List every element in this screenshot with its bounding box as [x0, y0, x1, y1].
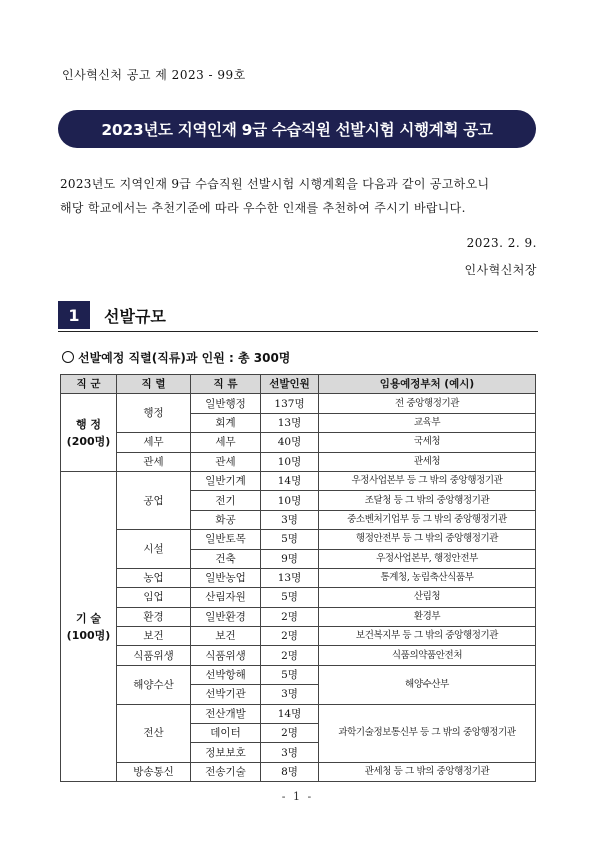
circle-bullet-icon — [62, 351, 74, 363]
subsection-title: 선발예정 직렬(직류)과 인원 : 총 300명 — [78, 351, 291, 365]
count-cell: 3명 — [261, 685, 319, 704]
table-header-row — [61, 375, 536, 394]
recruitment-table — [60, 374, 536, 782]
series-cell: 방송통신 — [117, 762, 191, 781]
count-cell: 9명 — [261, 549, 319, 568]
dept-cell: 통계청, 농림축산식품부 — [319, 568, 536, 587]
series-cell: 세무 — [117, 433, 191, 452]
dept-cell: 과학기술정보통신부 등 그 밖의 중앙행정기관 — [319, 704, 536, 762]
dept-cell: 교육부 — [319, 413, 536, 432]
dept-cell: 우정사업본부, 행정안전부 — [319, 549, 536, 568]
table-row — [61, 433, 536, 452]
table-row — [61, 762, 536, 781]
series-cell: 전산 — [117, 704, 191, 762]
document-title: 2023년도 지역인재 9급 수습직원 선발시험 시행계획 공고 — [101, 121, 493, 139]
col-header-group: 직 군 — [61, 375, 117, 394]
class-cell: 데이터 — [191, 724, 261, 743]
dept-cell: 관세청 — [319, 452, 536, 471]
series-cell: 관세 — [117, 452, 191, 471]
notice-date: 2023. 2. 9. — [466, 236, 537, 250]
class-cell: 산림자원 — [191, 588, 261, 607]
col-header-class: 직 류 — [191, 375, 261, 394]
series-cell: 환경 — [117, 607, 191, 626]
dept-cell: 산림청 — [319, 588, 536, 607]
count-cell: 2명 — [261, 607, 319, 626]
table-row — [61, 452, 536, 471]
table-row — [61, 704, 536, 723]
series-cell: 농업 — [117, 568, 191, 587]
count-cell: 5명 — [261, 588, 319, 607]
col-header-series: 직 렬 — [117, 375, 191, 394]
dept-cell: 행정안전부 등 그 밖의 중앙행정기관 — [319, 530, 536, 549]
subsection-heading — [62, 349, 290, 366]
issuing-authority: 인사혁신처장 — [464, 263, 537, 277]
class-cell: 전송기술 — [191, 762, 261, 781]
group-total: (200명) — [66, 434, 111, 448]
series-cell: 시설 — [117, 530, 191, 569]
table-row — [61, 471, 536, 490]
dept-cell: 전 중앙행정기관 — [319, 394, 536, 413]
count-cell: 8명 — [261, 762, 319, 781]
dept-cell: 중소벤처기업부 등 그 밖의 중앙행정기관 — [319, 510, 536, 529]
table-row — [61, 530, 536, 549]
section-title: 선발규모 — [104, 307, 166, 326]
section-header — [58, 301, 538, 332]
count-cell: 13명 — [261, 413, 319, 432]
dept-cell: 국세청 — [319, 433, 536, 452]
series-cell: 임업 — [117, 588, 191, 607]
count-cell: 14명 — [261, 471, 319, 490]
class-cell: 전산개발 — [191, 704, 261, 723]
series-cell: 공업 — [117, 471, 191, 529]
class-cell: 일반행정 — [191, 394, 261, 413]
col-header-count: 선발인원 — [261, 375, 319, 394]
group-name: 행 정 — [75, 417, 102, 431]
group-total: (100명) — [66, 628, 111, 642]
count-cell: 5명 — [261, 665, 319, 684]
class-cell: 관세 — [191, 452, 261, 471]
table-row — [61, 588, 536, 607]
section-number: 1 — [58, 301, 90, 329]
class-cell: 일반기계 — [191, 471, 261, 490]
class-cell: 전기 — [191, 491, 261, 510]
count-cell: 137명 — [261, 394, 319, 413]
count-cell: 14명 — [261, 704, 319, 723]
count-cell: 10명 — [261, 491, 319, 510]
class-cell: 선박항해 — [191, 665, 261, 684]
group-cell-tech — [61, 471, 117, 781]
table-row — [61, 627, 536, 646]
count-cell: 2명 — [261, 724, 319, 743]
class-cell: 일반토목 — [191, 530, 261, 549]
dept-cell: 보건복지부 등 그 밖의 중앙행정기관 — [319, 627, 536, 646]
class-cell: 정보보호 — [191, 743, 261, 762]
series-cell: 보건 — [117, 627, 191, 646]
class-cell: 보건 — [191, 627, 261, 646]
dept-cell: 환경부 — [319, 607, 536, 626]
count-cell: 2명 — [261, 646, 319, 665]
intro-line: 2023년도 지역인재 9급 수습직원 선발시험 시행계획을 다음과 같이 공고하오니 — [60, 177, 490, 191]
dept-cell: 해양수산부 — [319, 665, 536, 704]
count-cell: 40명 — [261, 433, 319, 452]
table-row — [61, 607, 536, 626]
title-banner — [60, 112, 534, 146]
class-cell: 식품위생 — [191, 646, 261, 665]
group-name: 기 술 — [75, 611, 102, 625]
dept-cell: 식품의약품안전처 — [319, 646, 536, 665]
class-cell: 건축 — [191, 549, 261, 568]
col-header-dept: 임용예정부처 (예시) — [319, 375, 536, 394]
series-cell: 행정 — [117, 394, 191, 433]
count-cell: 13명 — [261, 568, 319, 587]
series-cell: 해양수산 — [117, 665, 191, 704]
class-cell: 일반농업 — [191, 568, 261, 587]
dept-cell: 우정사업본부 등 그 밖의 중앙행정기관 — [319, 471, 536, 490]
table-row — [61, 665, 536, 684]
series-cell: 식품위생 — [117, 646, 191, 665]
intro-line: 해당 학교에서는 추천기준에 따라 우수한 인재를 추천하여 주시기 바랍니다. — [60, 201, 466, 215]
class-cell: 일반환경 — [191, 607, 261, 626]
count-cell: 3명 — [261, 510, 319, 529]
intro-paragraph — [60, 172, 538, 220]
page-number: - 1 - — [281, 790, 314, 803]
table-row — [61, 394, 536, 413]
group-cell-admin — [61, 394, 117, 472]
class-cell: 화공 — [191, 510, 261, 529]
dept-cell: 조달청 등 그 밖의 중앙행정기관 — [319, 491, 536, 510]
class-cell: 세무 — [191, 433, 261, 452]
table-row — [61, 646, 536, 665]
count-cell: 10명 — [261, 452, 319, 471]
class-cell: 회계 — [191, 413, 261, 432]
count-cell: 5명 — [261, 530, 319, 549]
count-cell: 2명 — [261, 627, 319, 646]
table-row — [61, 568, 536, 587]
class-cell: 선박기관 — [191, 685, 261, 704]
dept-cell: 관세청 등 그 밖의 중앙행정기관 — [319, 762, 536, 781]
notice-number: 인사혁신처 공고 제 2023 - 99호 — [62, 68, 246, 82]
count-cell: 3명 — [261, 743, 319, 762]
